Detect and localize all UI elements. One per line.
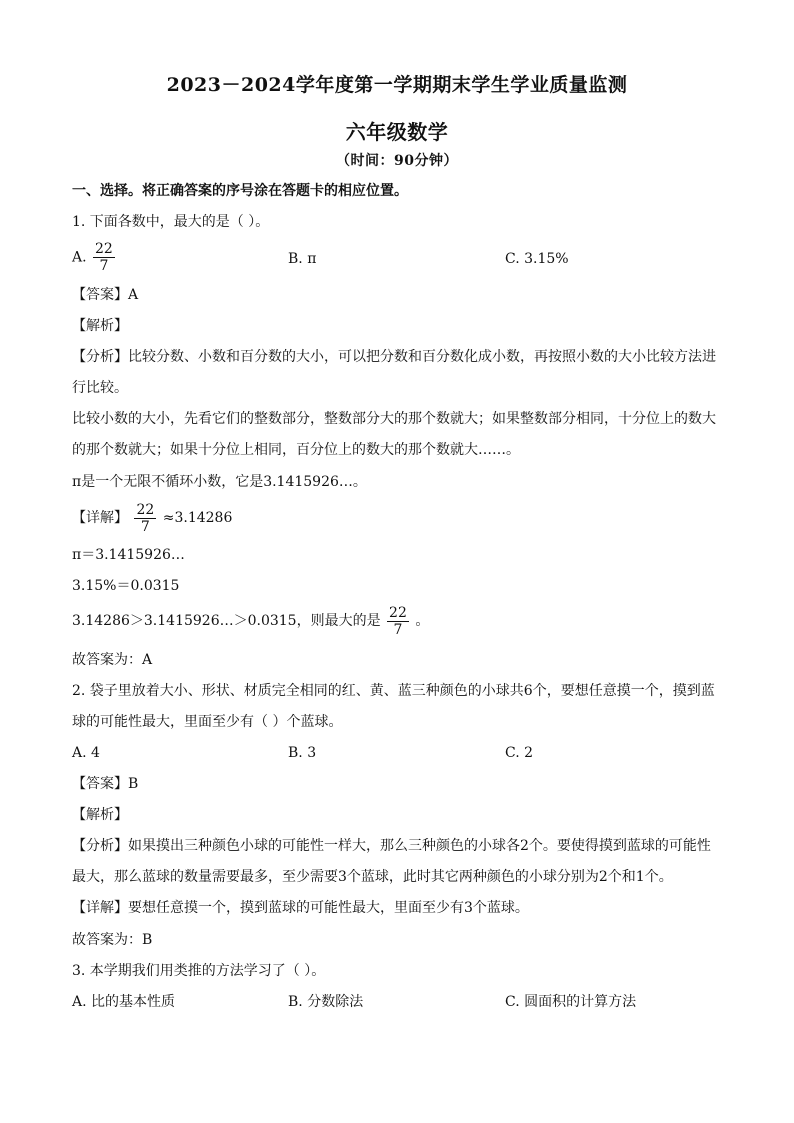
fraction-numerator: 22	[95, 241, 113, 257]
q1-detail-1	[72, 500, 732, 536]
q1-stem: 1. 下面各数中，最大的是（ ）。	[72, 214, 270, 230]
exam-time: （时间：90分钟）	[336, 153, 458, 169]
q3-option-b: B. 分数除法	[288, 994, 364, 1010]
q1-detail-4-text: 3.14286＞3.1415926…＞0.0315，则最大的是	[72, 613, 381, 629]
q2-option-b: B. 3	[288, 745, 317, 761]
q3-option-a: A. 比的基本性质	[72, 994, 176, 1010]
q3-stem: 3. 本学期我们用类推的方法学习了（ ）。	[72, 963, 326, 979]
fraction-numerator: 22	[389, 604, 407, 621]
fraction-numerator: 22	[136, 501, 155, 518]
q2-final: 故答案为：B	[72, 932, 153, 948]
q1-analysis-3: 比较小数的大小，先看它们的整数部分，整数部分大的那个数就大；如果整数部分相同，十分位上的数大	[72, 411, 716, 427]
q2-answer: 【答案】B	[72, 776, 139, 792]
q1-option-a-fraction	[93, 241, 115, 274]
q1-detail-2: π＝3.1415926…	[72, 547, 185, 563]
q1-analysis-4: 的那个数就大；如果十分位上相同，百分位上的数大的那个数就大……。	[72, 442, 520, 458]
q2-jiexi: 【解析】	[72, 807, 128, 823]
q1-detail-fraction	[134, 502, 156, 535]
q1-jiexi: 【解析】	[72, 318, 128, 334]
exam-title: 2023－2024学年度第一学期期末学生学业质量监测	[166, 74, 628, 96]
q1-option-b: B. π	[288, 251, 317, 267]
q1-detail-4	[72, 603, 732, 639]
fraction-denominator: 7	[140, 518, 150, 535]
q1-analysis-1: 【分析】比较分数、小数和百分数的大小，可以把分数和百分数化成小数，再按照小数的大小比较方法进	[72, 349, 716, 365]
q2-stem-1: 2. 袋子里放着大小、形状、材质完全相同的红、黄、蓝三种颜色的小球共6个，要想任意摸一个，摸到蓝	[72, 683, 715, 699]
q1-option-a-label: A.	[72, 249, 87, 266]
q1-option-a	[72, 241, 117, 274]
q1-final: 故答案为：A	[72, 652, 153, 668]
q2-detail: 【详解】要想任意摸一个，摸到蓝球的可能性最大，里面至少有3个蓝球。	[72, 900, 529, 916]
q1-detail-4-end: 。	[415, 613, 430, 629]
q2-option-a: A. 4	[72, 745, 100, 761]
q2-option-c: C. 2	[505, 745, 534, 761]
exam-subtitle: 六年级数学	[345, 120, 449, 144]
q2-analysis-2: 最大，那么蓝球的数量需要最多，至少需要3个蓝球，此时其它两种颜色的小球分别为2个和1个。	[72, 869, 673, 885]
q2-stem-2: 球的可能性最大，里面至少有（ ）个蓝球。	[72, 714, 343, 730]
q1-detail-approx: ≈3.14286	[162, 510, 233, 526]
q1-detail-label: 【详解】	[72, 510, 128, 526]
q3-option-c: C. 圆面积的计算方法	[505, 994, 637, 1010]
q1-analysis-5: π是一个无限不循环小数，它是3.1415926…。	[72, 474, 367, 490]
fraction-denominator: 7	[99, 258, 109, 274]
q1-detail-4-fraction	[387, 605, 409, 638]
q1-answer: 【答案】A	[72, 287, 139, 303]
q1-detail-3: 3.15%＝0.0315	[72, 578, 180, 594]
q2-analysis-1: 【分析】如果摸出三种颜色小球的可能性一样大，那么三种颜色的小球各2个。要使得摸到蓝球的可能性	[72, 838, 711, 854]
section-heading: 一、选择。将正确答案的序号涂在答题卡的相应位置。	[72, 183, 408, 199]
q1-option-c: C. 3.15%	[505, 251, 569, 267]
q1-analysis-2: 行比较。	[72, 380, 128, 396]
fraction-denominator: 7	[393, 621, 403, 638]
